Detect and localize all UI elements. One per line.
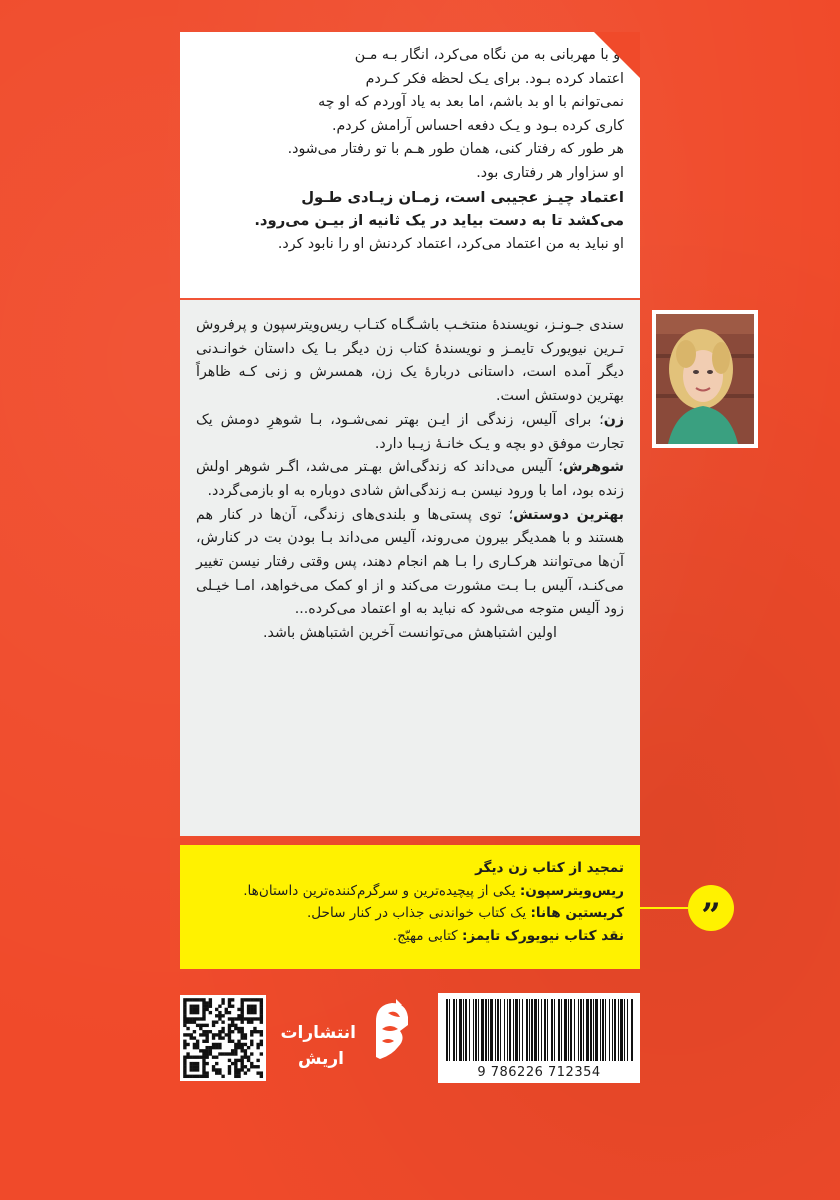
blurb-last-line: او نباید به من اعتماد می‌کرد، اعتماد کردنش او را نابود کرد. — [277, 235, 624, 252]
synopsis-paragraph-woman — [196, 409, 624, 456]
synopsis-box — [180, 300, 640, 836]
reviews-heading: تمجید از کتاب زن دیگر — [475, 860, 624, 876]
blurb-bold-line: اعتماد چیـز عجیبی است، زمـان زیـادی طـول — [301, 188, 624, 206]
quote-mark-glyph: ” — [701, 896, 721, 936]
blurb-line: او سزاوار هر رفتاری بود. — [476, 164, 624, 181]
synopsis-paragraph-friend — [196, 504, 624, 623]
blurb-box — [180, 32, 640, 298]
qr-code-icon — [180, 995, 266, 1081]
synopsis-text: ؛ توی پستی‌ها و بلندی‌های زندگی، آن‌ها در کنار هم هستند و با همدیگر بیرون می‌روند، آلیس می‌داند بـا بودن بت در کنارش، آن‌ها می‌توانند هرکـاری را بـا هم انجام دهند، پس وقتی رفتار نیسن تغییر می‌کنـد، آلیس بـا بـت مشورت می‌کند و از او کمک می‌خواهد، امـا خیـلی زود آلیس متوجه می‌شود که نباید به او اعتماد می‌کرده... — [196, 506, 624, 618]
synopsis-text: ؛ آلیس می‌داند که زندگی‌اش بهـتر می‌شد، اگـر شوهر اولش زنده بود، اما با ورود نیسن بـه زندگی‌اش شادی دوباره به او بازمی‌گردد. — [196, 459, 624, 499]
synopsis-closing: اولین اشتباهش می‌توانست آخرین اشتباهش باشد. — [263, 625, 557, 642]
reviews-box — [180, 845, 640, 969]
synopsis-label: بهترین دوستش — [513, 506, 624, 523]
review-text: کتابی مهیّج. — [392, 927, 462, 944]
review-source: ریس‌ویترسپون: — [519, 882, 624, 899]
publisher-name — [280, 1020, 356, 1072]
publisher-line-1: انتشارات — [280, 1023, 356, 1043]
review-item — [196, 925, 624, 948]
synopsis-paragraph-husband — [196, 456, 624, 503]
review-text: یکی از پیچیده‌ترین و سرگرم‌کننده‌ترین داستان‌ها. — [243, 882, 520, 899]
blurb-bold-line: می‌کشد تا به دست بیاید در یک ثانیه از بیـن می‌رود. — [254, 212, 624, 230]
isbn-number: 9 786226 712354 — [477, 1065, 601, 1080]
review-source: کریستین هانا: — [530, 905, 624, 921]
review-item — [196, 902, 624, 925]
barcode-bars — [444, 999, 634, 1061]
synopsis-label: شوهرش — [562, 459, 624, 476]
author-portrait-image — [656, 314, 754, 444]
blurb-line: اعتماد کرده بـود. برای یـک لحظه فکر کـردم — [365, 70, 624, 87]
publisher-line-2: اریش — [297, 1049, 345, 1069]
quote-connector-line — [640, 907, 690, 909]
review-item — [196, 880, 624, 903]
author-photo — [652, 310, 758, 448]
synopsis-text: ؛ برای آلیس، زندگی از ایـن بهتر نمی‌شـود، بـا شوهرِ دومش یک تجارت موفق دو بچه و یـک خانـهٔ زیـبا دارد. — [196, 411, 624, 452]
review-source: نقد کتاب نیویورک تایمز: — [461, 927, 624, 944]
synopsis-intro: سندی جـونـز، نویسندهٔ منتخـب باشـگـاه کتـاب ریس‌ویترسپون و پرفروش تـرین نیویورک تایمـز و نویسندهٔ کتاب زن دیگر بـا یک داستان خوانـدنی دیگر آمده است، داستانی دربارهٔ یک زن، همسرش و زنی کـه ظاهراً بهترین دوستش است. — [196, 317, 624, 405]
folded-corner — [594, 32, 640, 78]
blurb-line: کاری کرده بـود و یـک دفعه احساس آرامش کردم. — [331, 117, 624, 134]
publisher-logo-icon — [366, 995, 414, 1065]
qr-code — [180, 995, 266, 1081]
blurb-line: او با مهربانی به من نگاه می‌کرد، انگار بـه مـن — [354, 47, 624, 63]
quote-mark-icon — [688, 885, 734, 936]
blurb-line: هر طور که رفتار کنی، همان طور هـم با تو رفتار می‌شود. — [287, 141, 624, 158]
synopsis-label: زن — [603, 411, 624, 428]
blurb-line: نمی‌توانم با او بد باشم، اما بعد به یاد آوردم که او چه — [318, 94, 624, 111]
isbn-barcode — [438, 993, 640, 1083]
review-text: یک کتاب خواندنی جذاب در کنار ساحل. — [306, 905, 531, 921]
